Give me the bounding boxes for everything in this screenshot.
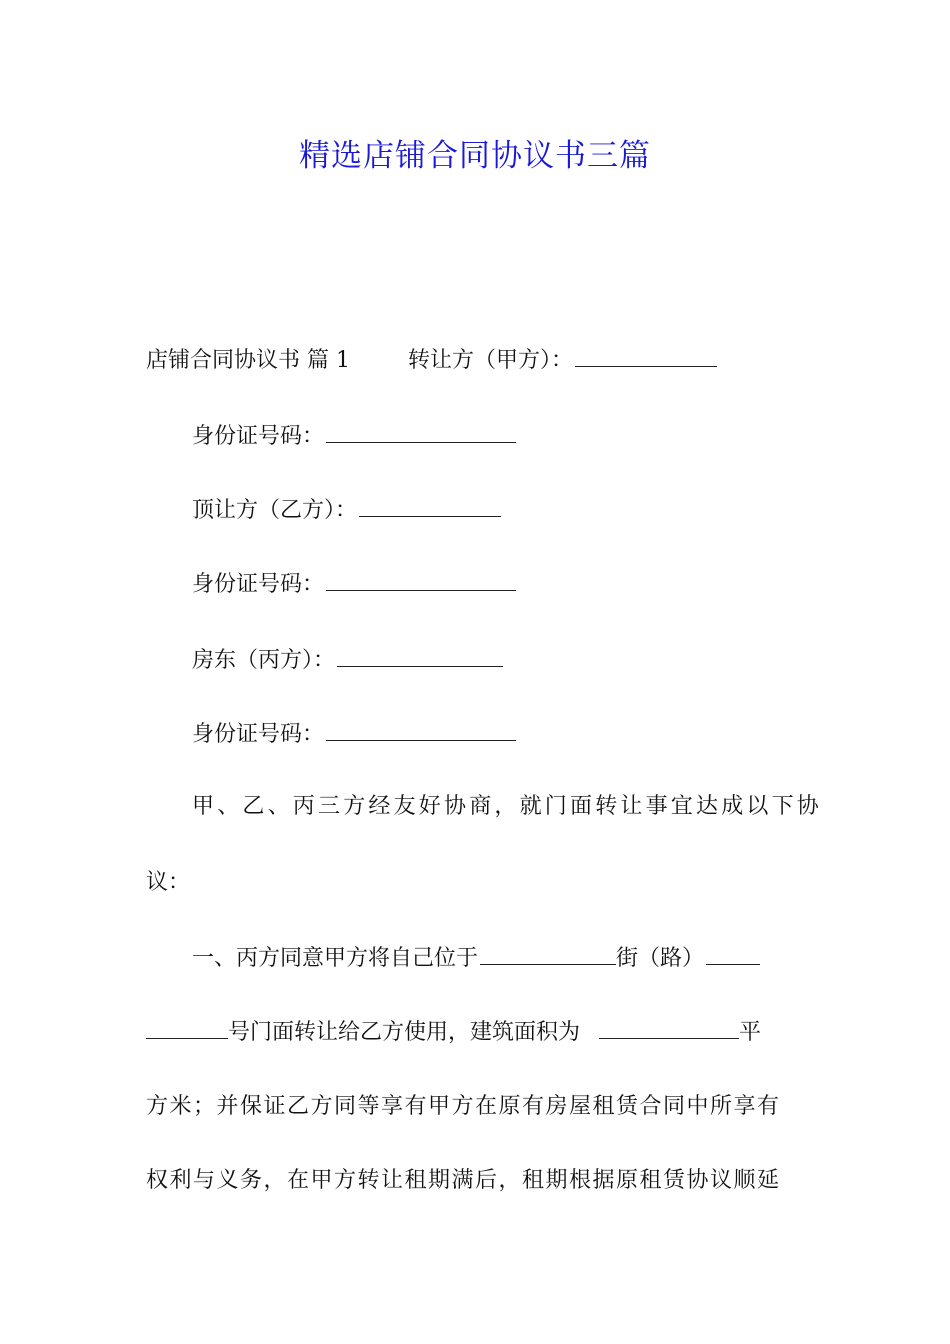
id-line-2 — [192, 568, 516, 600]
landlord-blank — [337, 644, 503, 667]
clause1-line-3: 方米；并保证乙方同等享有甲方在原有房屋租赁合同中所享有 — [146, 1094, 781, 1119]
number-blank-start — [706, 942, 760, 965]
id-blank-1 — [326, 420, 516, 443]
clause1-line-4: 权利与义务，在甲方转让租期满后，租期根据原租赁协议顺延 — [146, 1168, 781, 1193]
area-blank — [599, 1016, 739, 1039]
intro-line-1: 甲、乙、丙三方经友好协商，就门面转让事宜达成以下协 — [192, 794, 823, 819]
clause1-part-a: 一、丙方同意甲方将自己位于 — [192, 946, 479, 971]
clause1-part-d: 平 — [739, 1020, 762, 1045]
clause1-line-2 — [146, 1016, 761, 1048]
id-label-1: 身份证号码： — [192, 424, 325, 449]
id-label-2: 身份证号码： — [192, 572, 325, 597]
transferee-label: 顶让方（乙方）： — [192, 498, 358, 523]
clause1-part-c: 号门面转让给乙方使用，建筑面积为 — [228, 1020, 581, 1045]
clause1-part-b: 街（路） — [616, 946, 705, 971]
id-label-3: 身份证号码： — [192, 722, 325, 747]
number-blank-end — [146, 1016, 228, 1039]
id-blank-2 — [326, 568, 516, 591]
landlord-label: 房东（丙方）： — [192, 648, 336, 673]
landlord-line — [192, 644, 503, 676]
id-line-1 — [192, 420, 516, 452]
section-title: 店铺合同协议书 — [146, 348, 301, 373]
transferee-line — [192, 494, 501, 526]
transferor-blank — [575, 344, 717, 367]
clause1-line-1 — [192, 942, 760, 974]
transferor-label: 转让方（甲方）： — [408, 348, 574, 373]
intro-line-2: 议： — [146, 870, 191, 895]
document-title: 精选店铺合同协议书三篇 — [299, 138, 651, 174]
transferee-blank — [359, 494, 501, 517]
id-line-3 — [192, 718, 516, 750]
heading-line — [146, 344, 717, 376]
street-blank — [480, 942, 616, 965]
part-number: 篇 1 — [307, 348, 351, 373]
id-blank-3 — [326, 718, 516, 741]
